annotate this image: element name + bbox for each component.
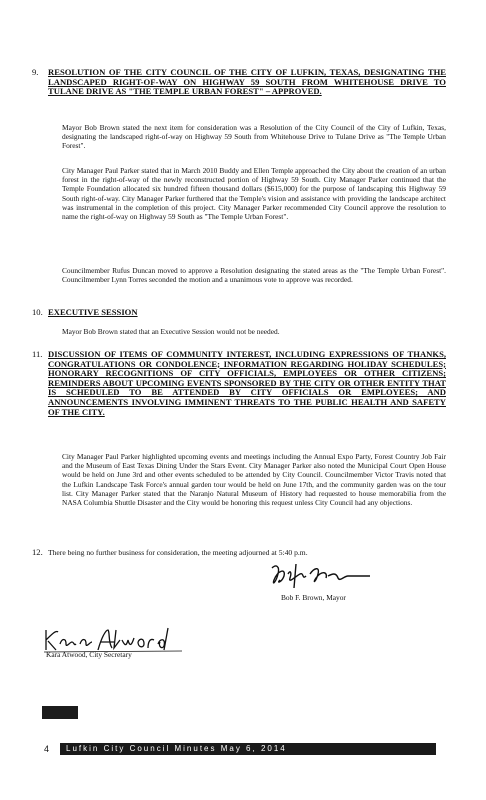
item-12-text: There being no further business for consideration, the meeting adjourned at 5:40 p.m. (48, 548, 308, 557)
item-10-heading-block (32, 307, 446, 318)
item-heading: DISCUSSION OF ITEMS OF COMMUNITY INTEREST, INCLUDING EXPRESSIONS OF THANKS, CONGRATULATIONS OR CONDOLENCE; INFORMATION REGARDING HOLIDAY SCHEDULES; HONORARY RECOGNITIONS OF CITY OFFICIALS, EMPLOYEES OR OTHER CITIZENS; REMINDERS ABOUT UPCOMING EVENTS SPONSORED BY THE CITY OR OTHER ENTITY THAT IS SCHEDULED TO BE ATTENDED BY CITY OFFICIALS OR EMPLOYEES; AND ANNOUNCEMENTS INVOLVING IMMINENT THREATS TO THE PUBLIC HEALTH AND SAFETY OF THE CITY. (48, 349, 446, 417)
secretary-name: Kara Atwood, City Secretary (46, 650, 132, 659)
page-number: 4 (44, 744, 50, 754)
item-number: 11. (32, 349, 43, 359)
item-12-block (32, 547, 446, 558)
item-11-paragraph-1: City Manager Paul Parker highlighted upcoming events and meetings including the Annual Expo Party, Forest Country Job Fair and the Museum of East Texas Dining Under the Stars Event. City Manager Parker also noted the Municipal Court Open House would be held on June 3rd and other events scheduled to be attended by City Council. Councilmember Victor Travis noted that the Lufkin Landscape Task Force's annual garden tour would be held on June 17th, and the community garden was on the tour list. City Manager Parker stated that the Naranjo Natural Museum of History had requested to house memorabilia from the NASA Columbia Shuttle Disaster and the City would be honoring this request unless City Council had any objections. (62, 452, 446, 508)
item-9-paragraph-3: Councilmember Rufus Duncan moved to approve a Resolution designating the stated areas as the "The Temple Urban Forest". Councilmember Lynn Torres seconded the motion and a unanimous vote to approve was recorded. (62, 266, 446, 285)
item-heading: EXECUTIVE SESSION (48, 307, 138, 317)
item-heading: RESOLUTION OF THE CITY COUNCIL OF THE CITY OF LUFKIN, TEXAS, DESIGNATING THE LANDSCAPED RIGHT-OF-WAY ON HIGHWAY 59 SOUTH FROM WHITEHOUSE DRIVE TO TULANE DRIVE AS "THE TEMPLE URBAN FOREST" – APPROVED. (48, 67, 446, 97)
item-9-paragraph-2: City Manager Paul Parker stated that in March 2010 Buddy and Ellen Temple approached the City about the creation of an urban forest in the right-of-way of the newly reconstructed portion of Highway 59 South. City Manager Parker continued that the Temple Foundation allocated six hundred fifteen thousand dollars ($615,000) for the purpose of landscaping this Highway 59 South right-of-way. City Manager Parker furthered that the Temple's vision and assistance with providing the landscape architect was instrumental in the completion of this project. City Manager Parker recommended City Council approve the resolution to name the right-of-way on Highway 59 South as "The Temple Urban Forest". (62, 166, 446, 222)
item-10-paragraph-1: Mayor Bob Brown stated that an Executive Session would not be needed. (62, 327, 280, 336)
item-9-paragraph-1: Mayor Bob Brown stated the next item for consideration was a Resolution of the City Council of the City of Lufkin, Texas, designating the landscaped right-of-way on Highway 59 South from Whitehouse Drive to Tulane Drive as "The Temple Urban Forest". (62, 123, 446, 151)
item-9-heading-block (32, 67, 446, 97)
item-number: 9. (32, 67, 39, 77)
item-number: 10. (32, 307, 43, 317)
document-stamp (42, 706, 78, 719)
mayor-signature-image (266, 560, 376, 594)
item-number: 12. (32, 547, 43, 557)
item-11-heading-block (32, 349, 446, 417)
footer-bar: Lufkin City Council Minutes May 6, 2014 (60, 743, 436, 755)
mayor-name: Bob F. Brown, Mayor (281, 593, 346, 602)
